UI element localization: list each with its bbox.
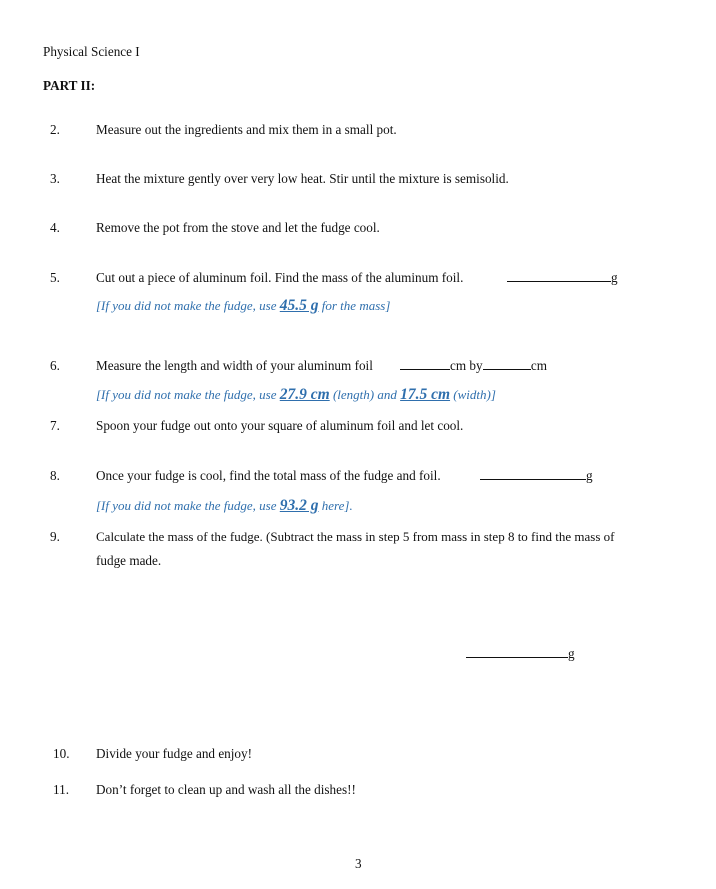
hint-value: 93.2 g: [279, 497, 319, 514]
answer-blank[interactable]: [466, 646, 568, 658]
step-text: Divide your fudge and enjoy!: [96, 746, 253, 761]
hint-text: here].: [318, 498, 353, 513]
unit-label: g: [611, 270, 618, 285]
hint-text: [If you did not make the fudge, use: [96, 387, 280, 402]
hint-value: 27.9 cm: [279, 386, 330, 403]
step-text: Spoon your fudge out onto your square of aluminum foil and let cool.: [96, 418, 464, 433]
hint-text: for the mass]: [318, 298, 391, 313]
step-5-hint: [96, 298, 390, 314]
step-text: Calculate the mass of the fudge. (Subtract the mass in step 5 from mass in step 8 to find the mass of: [96, 529, 615, 544]
length-blank[interactable]: [400, 358, 450, 370]
step-6-hint: [96, 387, 496, 403]
step-text: Measure the length and width of your aluminum foil: [96, 358, 373, 373]
hint-text: [If you did not make the fudge, use: [96, 498, 280, 513]
step-text: Heat the mixture gently over very low heat. Stir until the mixture is semisolid.: [96, 171, 509, 186]
step-number: 7.: [50, 418, 60, 433]
hint-value: 17.5 cm: [400, 386, 451, 403]
total-mass-answer-field[interactable]: [480, 468, 593, 484]
unit-label: g: [586, 468, 593, 483]
fudge-mass-answer-field[interactable]: [466, 646, 575, 662]
hint-text: (length) and: [329, 387, 401, 402]
unit-label: cm by: [450, 358, 483, 373]
unit-label: cm: [530, 358, 548, 373]
step-number: 2.: [50, 122, 60, 137]
part-heading: PART II:: [43, 78, 96, 93]
step-number: 6.: [50, 358, 60, 373]
step-number: 10.: [53, 746, 70, 761]
step-text: Don’t forget to clean up and wash all the dishes!!: [96, 782, 356, 797]
unit-label: g: [568, 646, 575, 661]
step-number: 11.: [53, 782, 69, 797]
step-number: 5.: [50, 270, 60, 285]
answer-blank[interactable]: [480, 468, 586, 480]
step-text: Measure out the ingredients and mix them in a small pot.: [96, 122, 397, 137]
hint-text: [If you did not make the fudge, use: [96, 298, 280, 313]
dimensions-answer-field[interactable]: [400, 358, 547, 374]
mass-foil-answer-field[interactable]: [507, 270, 618, 286]
answer-blank[interactable]: [507, 270, 611, 282]
step-number: 3.: [50, 171, 60, 186]
page-number: 3: [355, 856, 362, 871]
step-number: 9.: [50, 529, 60, 544]
step-number: 4.: [50, 220, 60, 235]
hint-text: (width)]: [450, 387, 496, 402]
step-text: Remove the pot from the stove and let the fudge cool.: [96, 220, 380, 235]
course-title: Physical Science I: [43, 44, 140, 59]
step-number: 8.: [50, 468, 60, 483]
step-text: Once your fudge is cool, find the total mass of the fudge and foil.: [96, 468, 441, 483]
width-blank[interactable]: [483, 358, 531, 370]
step-text-continued: fudge made.: [96, 553, 162, 568]
hint-value: 45.5 g: [279, 297, 319, 314]
step-8-hint: [96, 498, 353, 514]
step-text: Cut out a piece of aluminum foil. Find the mass of the aluminum foil.: [96, 270, 464, 285]
